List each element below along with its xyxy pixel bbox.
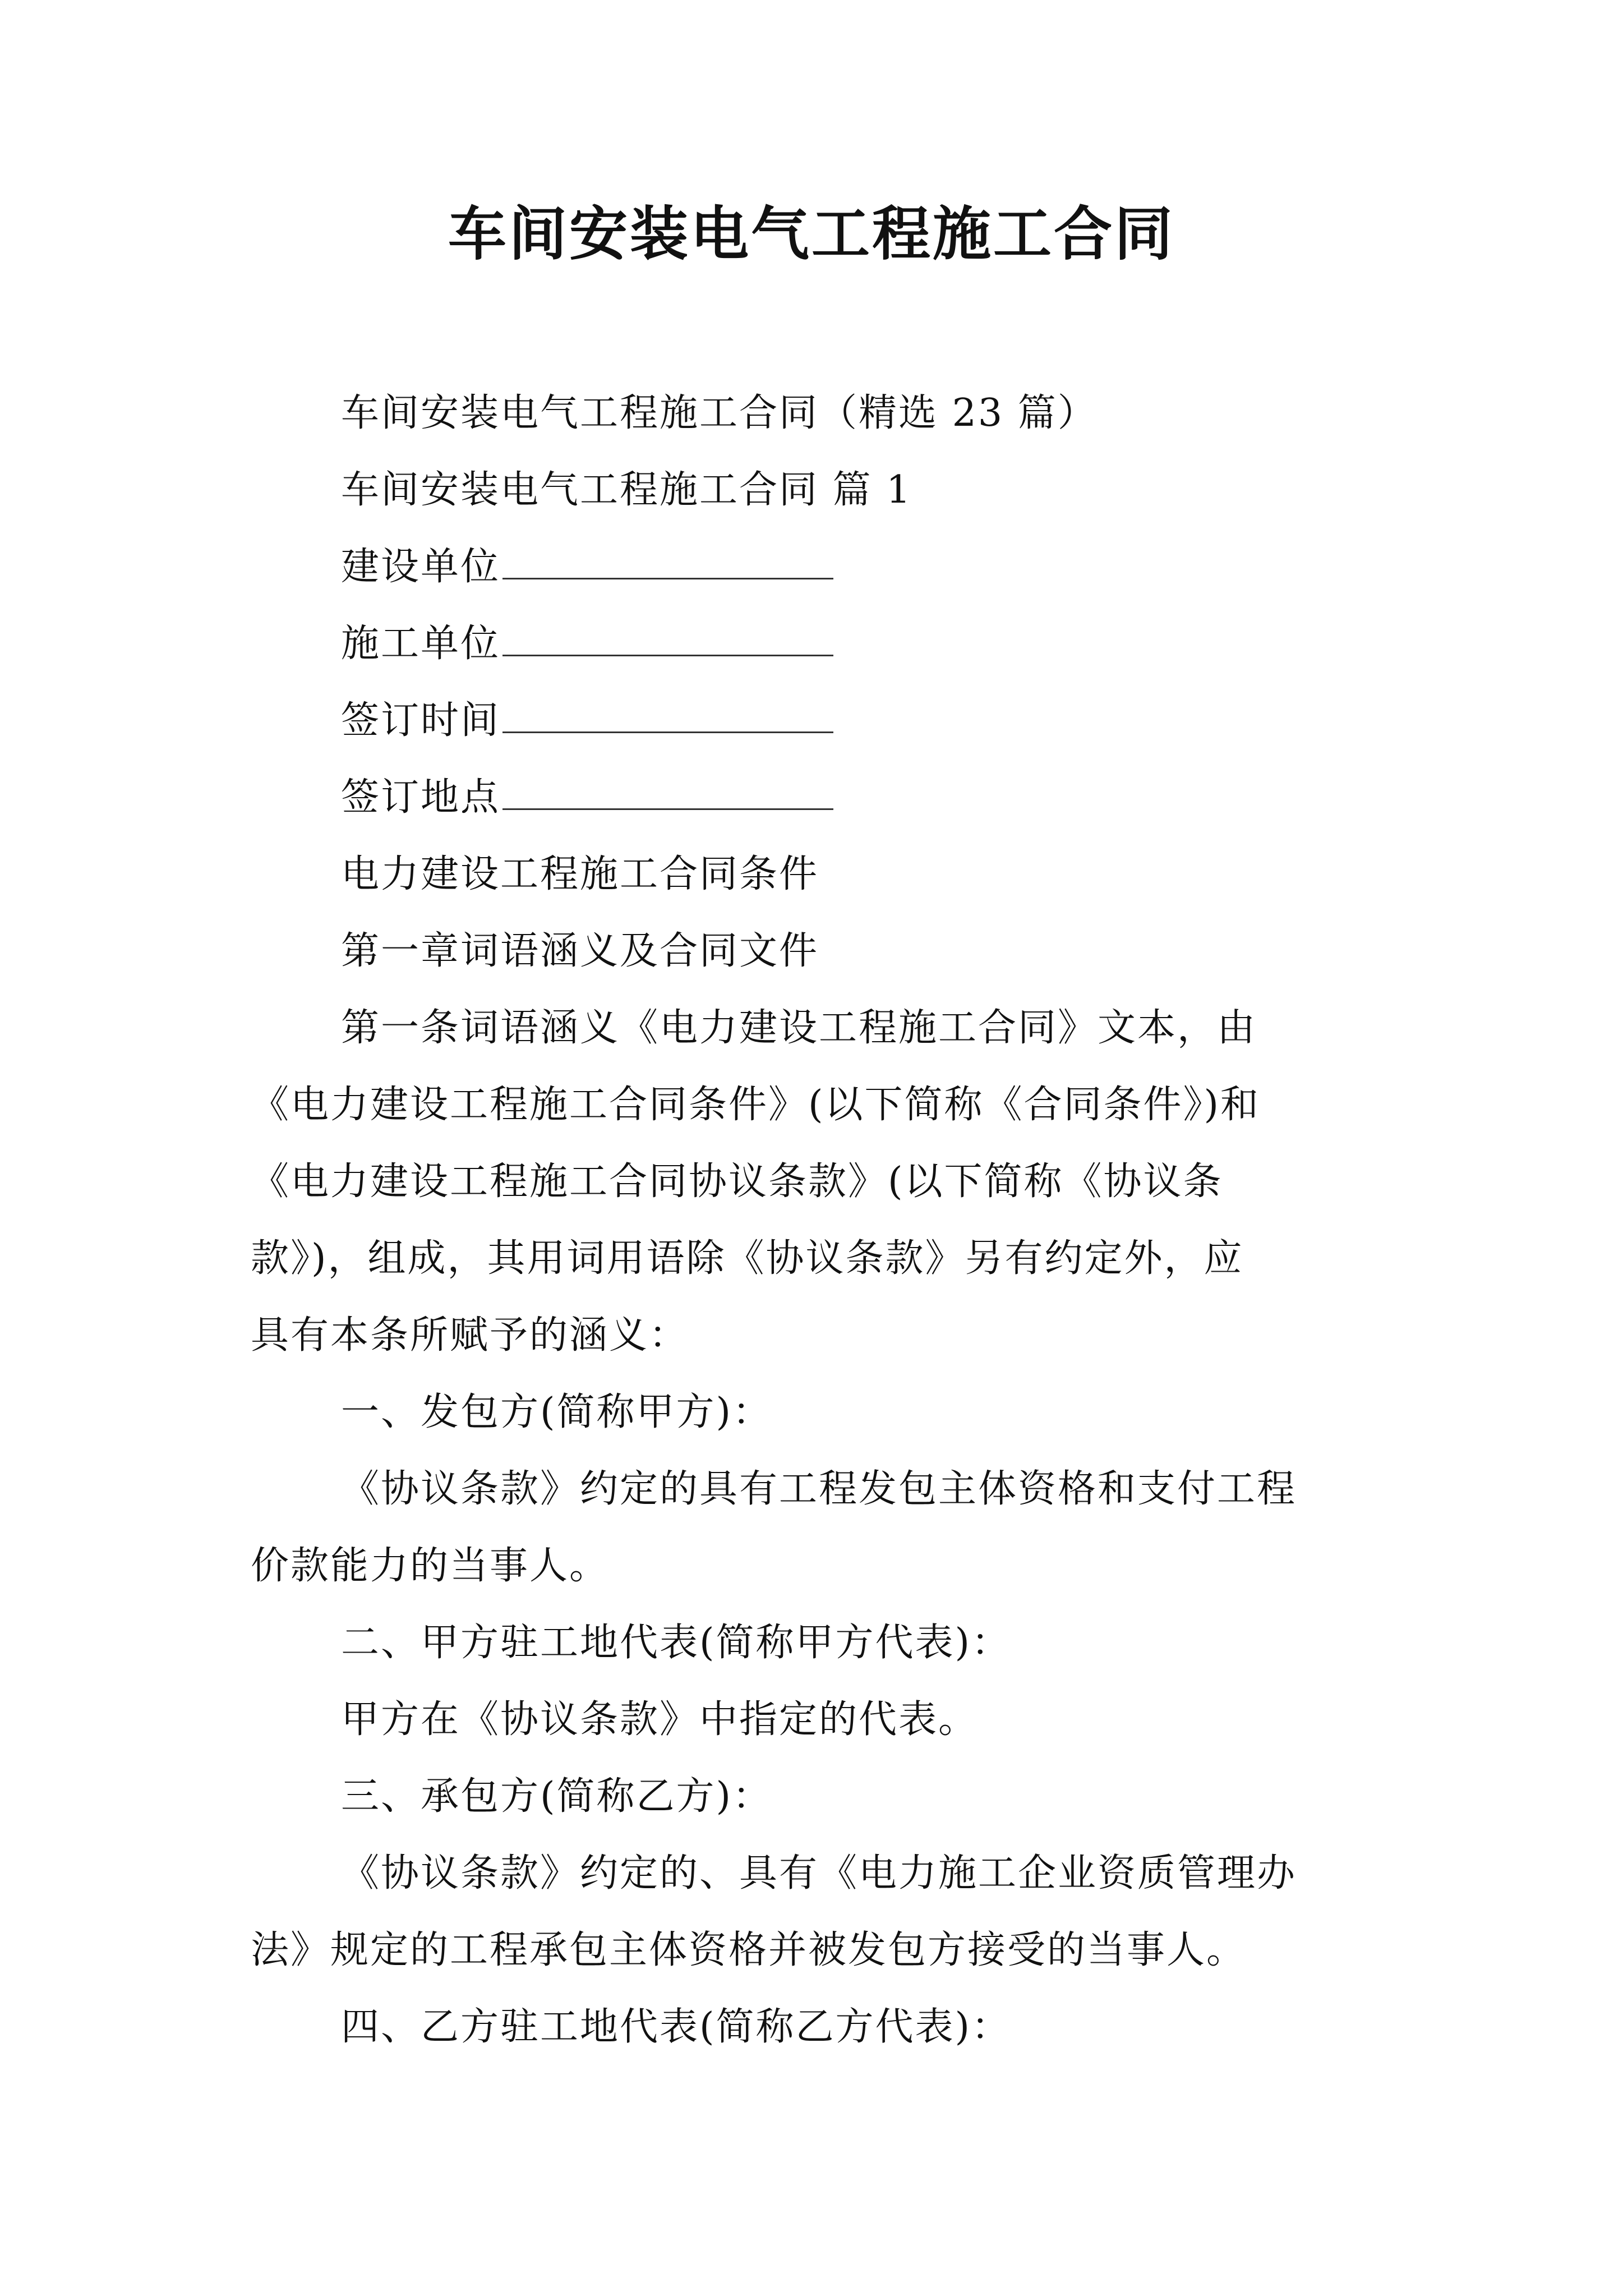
field-contractor-unit [341, 619, 833, 669]
field-construction-unit [341, 542, 833, 592]
document-subtitle: 车间安装电气工程施工合同（精选 23 篇） [341, 391, 1098, 435]
chapter-heading: 第一章词语涵义及合同文件 [341, 929, 819, 973]
article1-line: 《电力建设工程施工合同条件》(以下简称《合同条件》)和 [251, 1083, 1261, 1127]
field-label: 建设单位 [341, 545, 501, 589]
blank-line [502, 729, 833, 733]
section-heading: 车间安装电气工程施工合同 篇 1 [341, 468, 912, 512]
article1-line: 《电力建设工程施工合同协议条款》(以下简称《协议条 [251, 1159, 1223, 1204]
article1-line: 款》)，组成，其用词用语除《协议条款》另有约定外，应 [251, 1236, 1244, 1281]
field-signing-time [341, 696, 833, 746]
item2-heading: 二、甲方驻工地代表(简称甲方代表)： [341, 1621, 1012, 1665]
field-label: 签订时间 [341, 698, 501, 743]
item1-line: 《协议条款》约定的具有工程发包主体资格和支付工程 [341, 1467, 1297, 1511]
item1-heading: 一、发包方(简称甲方)： [341, 1390, 773, 1434]
blank-line [502, 576, 833, 579]
item3-line: 法》规定的工程承包主体资格并被发包方接受的当事人。 [251, 1928, 1247, 1972]
item1-line: 价款能力的当事人。 [251, 1544, 610, 1588]
article1-line: 第一条词语涵义《电力建设工程施工合同》文本，由 [341, 1006, 1257, 1050]
field-signing-place [341, 772, 833, 823]
item3-line: 《协议条款》约定的、具有《电力施工企业资质管理办 [341, 1851, 1297, 1895]
item3-heading: 三、承包方(简称乙方)： [341, 1774, 773, 1819]
field-label: 施工单位 [341, 622, 501, 666]
item4-heading: 四、乙方驻工地代表(简称乙方代表)： [341, 2005, 1012, 2049]
blank-line [502, 806, 833, 810]
document-title: 车间安装电气工程施工合同 [448, 199, 1175, 268]
conditions-heading: 电力建设工程施工合同条件 [341, 852, 819, 896]
blank-line [502, 652, 833, 656]
field-label: 签订地点 [341, 775, 501, 820]
article1-line: 具有本条所赋予的涵义： [251, 1313, 689, 1358]
item2-line: 甲方在《协议条款》中指定的代表。 [341, 1697, 979, 1742]
